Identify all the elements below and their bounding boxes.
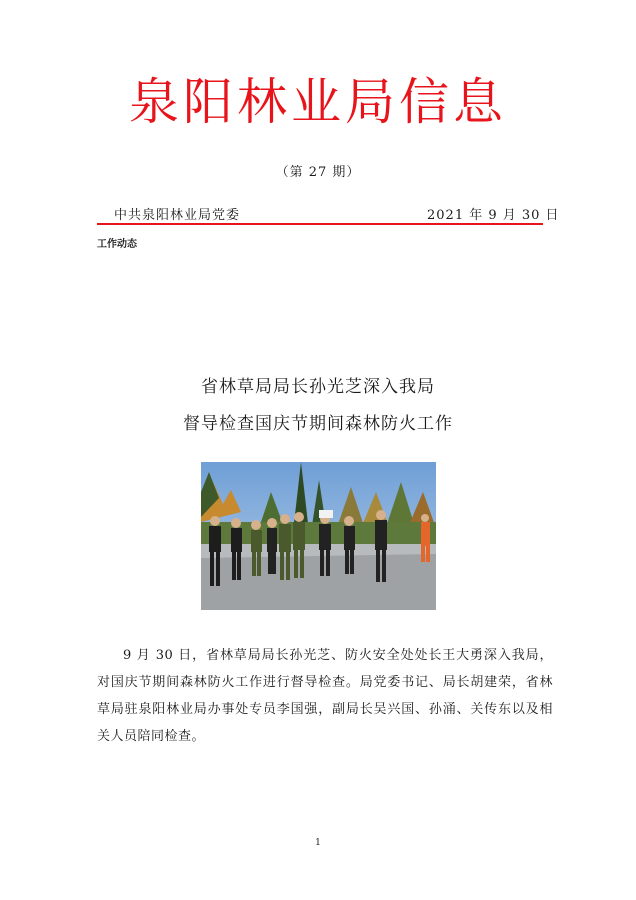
header-divider bbox=[97, 223, 543, 225]
issuing-organization: 中共泉阳林业局党委 bbox=[114, 208, 241, 223]
group-inspection-photo bbox=[201, 462, 436, 610]
article-body: 9 月 30 日，省林草局局长孙光芝、防火安全处处长王大勇深入我局，对国庆节期间森林防火工作进行督导检查。局党委书记、局长胡建荣，省林草局驻泉阳林业局办事处专员李国强，副局长吴兴国、孙涌、关传东以及相关人员陪同检查。 bbox=[97, 648, 553, 744]
newsletter-title: 泉阳林业局信息 bbox=[129, 73, 507, 131]
issue-date: 2021 年 9 月 30 日 bbox=[427, 208, 560, 223]
issue-number: （第 27 期） bbox=[275, 165, 361, 180]
section-label: 工作动态 bbox=[97, 239, 137, 250]
photo-illustration bbox=[201, 462, 436, 610]
page-number: 1 bbox=[315, 838, 321, 848]
article-headline-line2: 督导检查国庆节期间森林防火工作 bbox=[183, 414, 453, 434]
article-headline-line1: 省林草局局长孙光芝深入我局 bbox=[201, 377, 435, 397]
